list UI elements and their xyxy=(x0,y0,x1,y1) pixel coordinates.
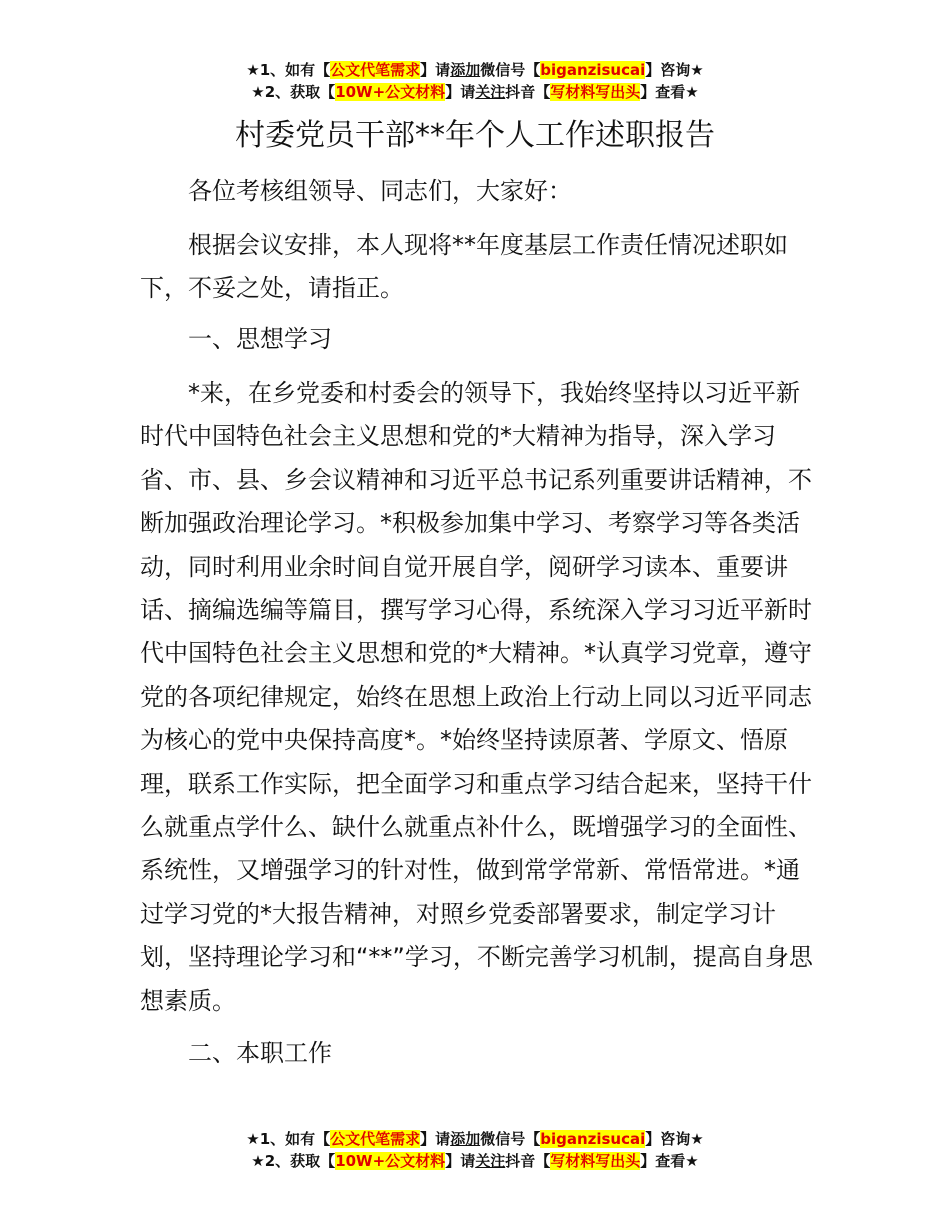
study-block xyxy=(140,372,820,1023)
greeting-block xyxy=(140,170,820,213)
banner-text: 】查看★ xyxy=(640,1152,699,1170)
banner-text: 抖音【 xyxy=(505,83,551,101)
section-heading-2: 二、本职工作 xyxy=(188,1039,332,1067)
banner-line-1 xyxy=(0,1128,950,1150)
banner-text: ★1、如有【 xyxy=(246,61,331,79)
banner-highlight: 10W+公文材料 xyxy=(335,83,446,101)
banner-text: 】咨询★ xyxy=(645,61,704,79)
banner-line-1 xyxy=(0,59,950,81)
banner-text: 抖音【 xyxy=(505,1152,551,1170)
banner-highlight: 写材料写出头 xyxy=(550,83,641,101)
banner-text: 】请 xyxy=(445,83,476,101)
banner-text: ★2、获取【 xyxy=(251,1152,336,1170)
banner-text: 】请 xyxy=(420,1130,451,1148)
banner-text: 】查看★ xyxy=(640,83,699,101)
intro-paragraph: 根据会议安排，本人现将**年度基层工作责任情况述职如下，不妥之处，请指正。 xyxy=(140,231,788,303)
footer-ad-banner xyxy=(0,1128,950,1172)
section-heading-1: 一、思想学习 xyxy=(188,325,332,353)
banner-highlight: 公文代笔需求 xyxy=(330,1130,421,1148)
study-paragraph: *来，在乡党委和村委会的领导下，我始终坚持以习近平新时代中国特色社会主义思想和党的*大精神为指导，深入学习省、市、县、乡会议精神和习近平总书记系列重要讲话精神，不断加强政治理论学习。*积极参加集中学习、考察学习等各类活动，同时利用业余时间自觉开展自学，阅研学习读本、重要讲话、摘编选编等篇目，撰写学习心得，系统深入学习习近平新时代中国特色社会主义思想和党的*大精神。*认真学习党章，遵守党的各项纪律规定，始终在思想上政治上行动上同以习近平同志为核心的党中央保持高度*。*始终坚持读原著、学原文、悟原理，联系工作实际，把全面学习和重点学习结合起来，坚持干什么就重点学什么、缺什么就重点补什么，既增强学习的全面性、系统性，又增强学习的针对性，做到常学常新、常悟常进。*通过学习党的*大报告精神，对照乡党委部署要求，制定学习计划，坚持理论学习和“**”学习，不断完善学习机制，提高自身思想素质。 xyxy=(140,379,813,1015)
document-title: 村委党员干部**年个人工作述职报告 xyxy=(235,118,715,153)
banner-text: 】请 xyxy=(420,61,451,79)
banner-emphasis: 关注 xyxy=(475,1152,506,1170)
banner-highlight: biganzisucai xyxy=(540,1130,646,1148)
banner-text: 】咨询★ xyxy=(645,1130,704,1148)
banner-emphasis: 添加 xyxy=(450,61,481,79)
greeting-paragraph: 各位考核组领导、同志们，大家好： xyxy=(188,177,572,205)
banner-highlight: 写材料写出头 xyxy=(550,1152,641,1170)
banner-text: ★2、获取【 xyxy=(251,83,336,101)
heading-2-block xyxy=(140,1032,820,1075)
banner-emphasis: 添加 xyxy=(450,1130,481,1148)
heading-1-block xyxy=(140,318,820,361)
banner-text: 微信号【 xyxy=(480,1130,541,1148)
banner-text: ★1、如有【 xyxy=(246,1130,331,1148)
banner-highlight: 10W+公文材料 xyxy=(335,1152,446,1170)
banner-text: 微信号【 xyxy=(480,61,541,79)
banner-line-2 xyxy=(0,1150,950,1172)
banner-line-2 xyxy=(0,81,950,103)
intro-block xyxy=(140,224,820,311)
banner-text: 】请 xyxy=(445,1152,476,1170)
header-ad-banner xyxy=(0,59,950,103)
banner-emphasis: 关注 xyxy=(475,83,506,101)
banner-highlight: biganzisucai xyxy=(540,61,646,79)
banner-highlight: 公文代笔需求 xyxy=(330,61,421,79)
